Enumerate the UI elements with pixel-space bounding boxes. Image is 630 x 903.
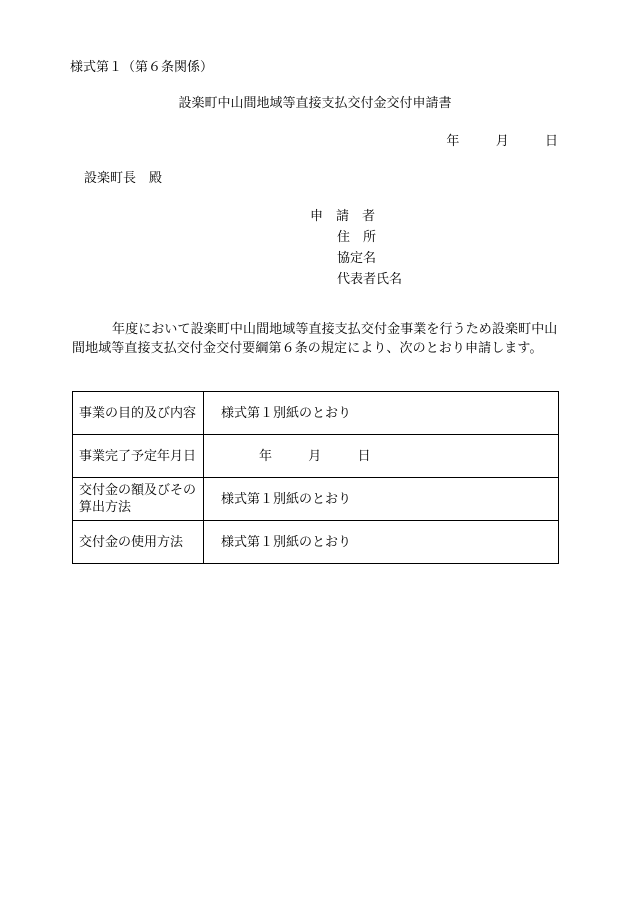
applicant-block [310, 209, 402, 293]
row-value: 様式第１別紙のとおり [204, 392, 559, 435]
form-number: 様式第１（第６条関係） [70, 60, 214, 75]
date-month: 月 [495, 134, 509, 149]
application-details-table [72, 391, 559, 564]
application-statement: 年度において設楽町中山間地域等直接支払交付金事業を行うため設楽町中山間地域等直接支払交付金交付要綱第６条の規定により、次のとおり申請します。 [72, 322, 558, 356]
applicant-label: 申 請 者 [310, 209, 376, 224]
row-label: 事業の目的及び内容 [73, 392, 204, 435]
submission-date [446, 134, 558, 150]
addressee: 設楽町長 殿 [84, 171, 163, 186]
row-label: 事業完了予定年月日 [73, 435, 204, 478]
agreement-name-label: 協定名 [337, 251, 377, 266]
row-value: 様式第１別紙のとおり [204, 478, 559, 521]
table-row [73, 392, 559, 435]
row-value: 様式第１別紙のとおり [204, 521, 559, 564]
table-row [73, 435, 559, 478]
completion-day: 日 [357, 448, 371, 464]
completion-year: 年 [259, 448, 273, 464]
date-day: 日 [544, 134, 558, 149]
date-year: 年 [446, 134, 460, 149]
row-label: 交付金の額及びその算出方法 [73, 478, 204, 521]
row-label: 交付金の使用方法 [73, 521, 204, 564]
table-row [73, 521, 559, 564]
document-title: 設楽町中山間地域等直接支払交付金交付申請書 [178, 96, 452, 111]
representative-label: 代表者氏名 [337, 272, 403, 287]
table-row [73, 478, 559, 521]
address-label: 住 所 [337, 230, 377, 245]
completion-month: 月 [308, 448, 322, 464]
completion-date-value [204, 435, 559, 478]
